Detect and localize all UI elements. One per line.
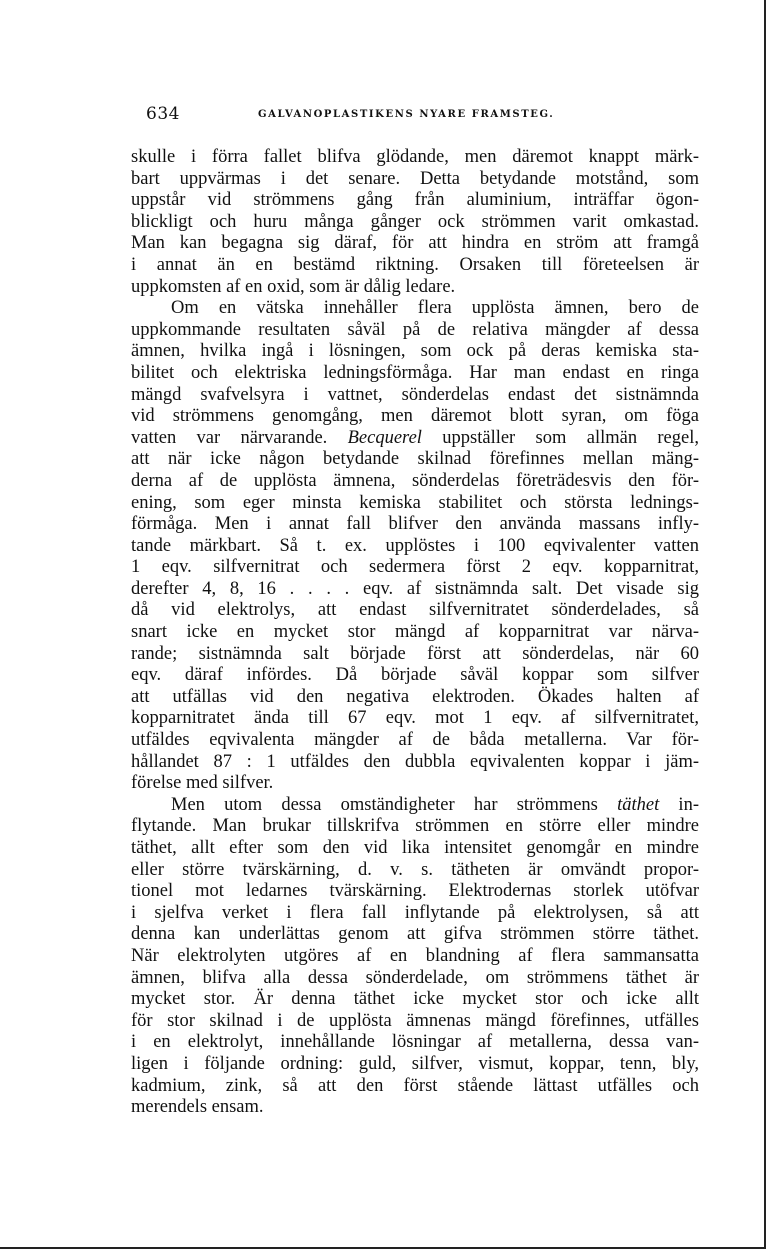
text-line: Om en vätska innehåller flera upplösta ämnen, bero de (171, 298, 699, 319)
text-line: uppkomsten af en oxid, som är dålig ledare. (131, 276, 456, 297)
page-header (146, 104, 706, 128)
text-line: uppkommande resultaten såväl på de relativa mängder af dessa (131, 319, 699, 340)
text-line: När elektrolyten utgöres af en blandning af flera sammansatta (131, 945, 699, 966)
text-line: ämnen, hvilka ingå i lösningen, som ock på deras kemiska sta- (131, 341, 699, 362)
text-line: blickligt och huru många gånger ock strömmen varit omkastad. (131, 211, 699, 232)
italic-term: täthet (617, 794, 660, 815)
text-line: derefter 4, 8, 16 . . . . eqv. af sistnämnda salt. Det visade sig (131, 578, 699, 599)
text-line: vid strömmens genomgång, men däremot blott syran, om föga (131, 406, 699, 427)
text-line: att när icke någon betydande skilnad förefinnes mellan mäng- (131, 449, 699, 470)
text-line: kopparnitratet ända till 67 eqv. mot 1 eqv. af silfvernitratet, (131, 708, 699, 729)
text-segment: vatten var närvarande. (131, 427, 348, 448)
text-line: eqv. däraf infördes. Då började såväl koppar som silfver (131, 665, 699, 686)
running-title: GALVANOPLASTIKENS NYARE FRAMSTEG. (258, 109, 555, 120)
text-line: Man kan begagna sig däraf, för att hindra en ström att framgå (131, 233, 699, 254)
text-line: skulle i förra fallet blifva glödande, men däremot knappt märk- (131, 147, 699, 167)
text-segment: uppställer som allmän regel, (421, 427, 699, 448)
text-line: kadmium, zink, så att den först stående lättast utfälles och (131, 1075, 699, 1096)
text-line: förelse med silfver. (131, 773, 274, 794)
text-line: eller större tvärskärning, d. v. s. tätheten är omvändt propor- (131, 859, 699, 880)
body-text (131, 147, 699, 1119)
text-line: merendels ensam. (131, 1097, 264, 1118)
text-segment: in- (659, 794, 699, 815)
text-line (131, 795, 699, 817)
text-line: ligen i följande ordning: guld, silfver, vismut, koppar, tenn, bly, (131, 1053, 699, 1074)
text-line: snart icke en mycket stor mängd af kopparnitrat var närva- (131, 622, 699, 643)
text-line: mycket stor. Är denna täthet icke mycket stor och icke allt (131, 989, 699, 1010)
text-line: ämnen, blifva alla dessa sönderdelade, om strömmens täthet är (131, 967, 699, 988)
text-line: tande märkbart. Så t. ex. upplöstes i 100 eqvivalenter vatten (131, 535, 699, 556)
text-line: 1 eqv. silfvernitrat och sedermera först 2 eqv. kopparnitrat, (131, 557, 699, 578)
italic-term: Becquerel (347, 427, 422, 448)
text-line: bilitet och elektriska ledningsförmåga. Har man endast en ringa (131, 362, 699, 383)
text-line: i annat än en bestämd riktning. Orsaken till företeelsen är (131, 254, 699, 275)
page-number: 634 (146, 104, 180, 124)
text-line: rande; sistnämnda salt började först att sönderdelas, när 60 (131, 643, 699, 664)
text-line: mängd svafvelsyra i vattnet, sönderdelas endast det sistnämnda (131, 384, 699, 405)
text-line: uppstår vid strömmens gång från aluminium, inträffar ögon- (131, 190, 699, 211)
text-line: i sjelfva verket i flera fall inflytande på elektrolysen, så att (131, 902, 699, 923)
text-line: utfäldes eqvivalenta mängder af de båda metallerna. Var för- (131, 730, 699, 751)
text-line (131, 428, 699, 450)
text-line: att utfällas vid den negativa elektroden. Ökades halten af (131, 686, 699, 707)
text-line: i en elektrolyt, innehållande lösningar af metallerna, dessa van- (131, 1032, 699, 1053)
text-line: tionel mot ledarnes tvärskärning. Elektrodernas storlek utöfvar (131, 881, 699, 902)
text-line: ening, som eger minsta kemiska stabilitet och största lednings- (131, 492, 699, 513)
text-line: täthet, allt efter som den vid lika intensitet genomgår en mindre (131, 838, 699, 858)
text-line: då vid elektrolys, att endast silfvernitratet sönderdelades, så (131, 600, 699, 621)
text-line: för stor skilnad i de upplösta ämnenas mängd förefinnes, utfälles (131, 1010, 699, 1031)
text-line: denna kan underlättas genom att gifva strömmen större täthet. (131, 924, 699, 945)
text-line: hållandet 87 : 1 utfäldes den dubbla eqvivalenten koppar i jäm- (131, 751, 699, 772)
text-line: derna af de upplösta ämnena, sönderdelas företrädesvis den för- (131, 470, 699, 491)
text-line: förmåga. Men i annat fall blifver den använda massans infly- (131, 514, 699, 535)
text-segment: Men utom dessa omständigheter har strömmens (171, 794, 618, 815)
text-line: bart uppvärmas i det senare. Detta betydande motstånd, som (131, 168, 699, 189)
text-line: flytande. Man brukar tillskrifva strömmen en större eller mindre (131, 816, 699, 837)
